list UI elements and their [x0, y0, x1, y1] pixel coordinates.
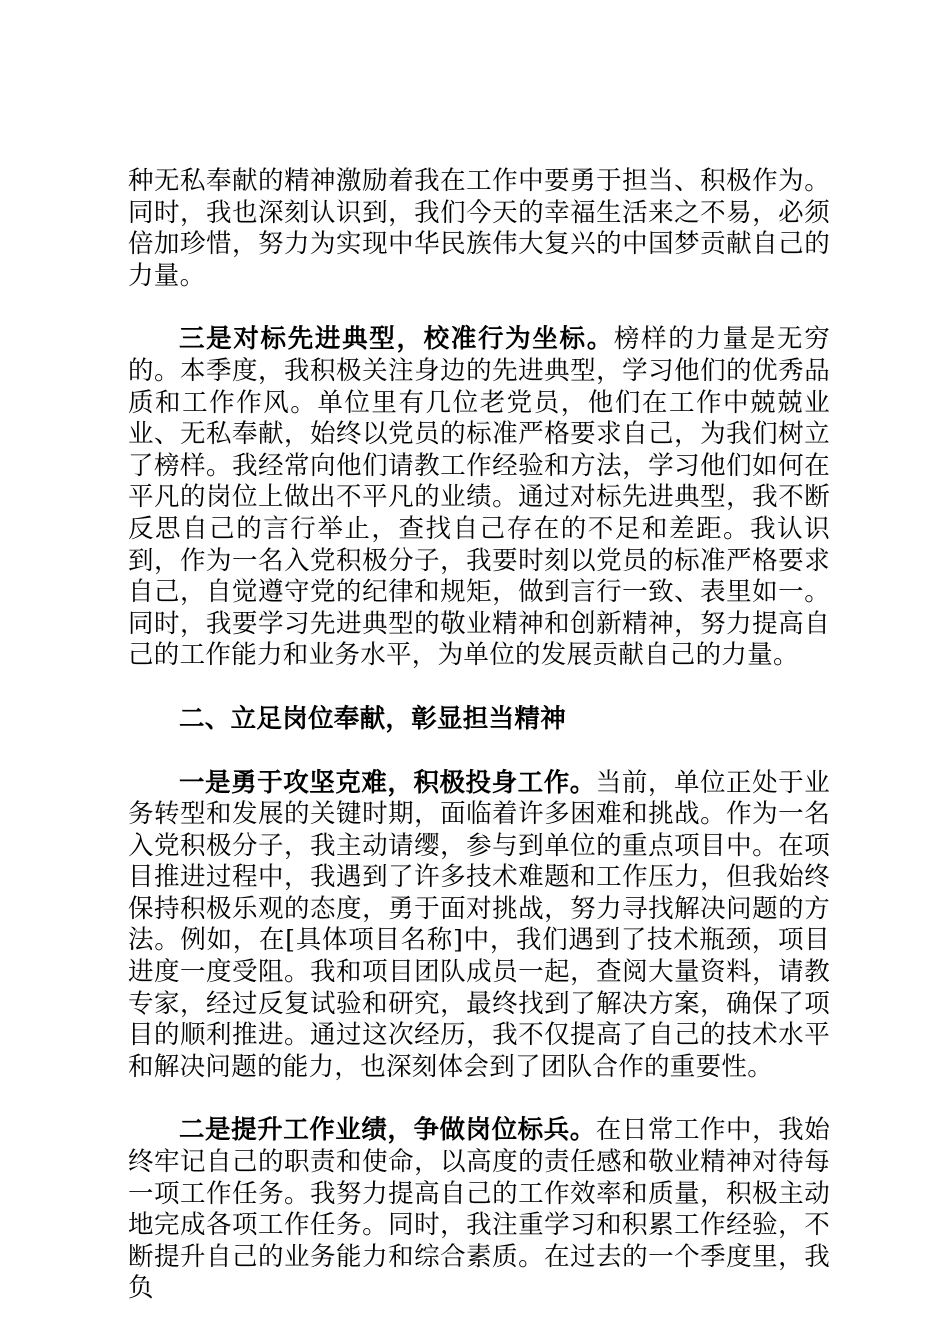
paragraph-lead: 三是对标先进典型，校准行为坐标。: [179, 324, 614, 355]
paragraph-text: 榜样的力量是无穷的。本季度，我积极关注身边的先进典型，学习他们的优秀品质和工作作风。单位里有几位老党员，他们在工作中兢兢业业、无私奉献，始终以党员的标准严格要求自己，为我们树立了榜样。我经常向他们请教工作经验和方法，学习他们如何在平凡的岗位上做出不平凡的业绩。通过对标先进典型，我不断反思自己的言行举止，查找自己存在的不足和差距。我认识到，作为一名入党积极分子，我要时刻以党员的标准严格要求自己，自觉遵守党的纪律和规矩，做到言行一致、表里如一。同时，我要学习先进典型的敬业精神和创新精神，努力提高自己的工作能力和业务水平，为单位的发展贡献自己的力量。: [128, 324, 830, 671]
paragraph-text: 种无私奉献的精神激励着我在工作中要勇于担当、积极作为。同时，我也深刻认识到，我们今天的幸福生活来之不易，必须倍加珍惜，努力为实现中华民族伟大复兴的中国梦贡献自己的力量。: [128, 166, 830, 291]
paragraph-lead: 一是勇于攻坚克难，积极投身工作。: [179, 767, 596, 798]
paragraph-text: 当前，单位正处于业务转型和发展的关键时期，面临着许多困难和挑战。作为一名入党积极分子，我主动请缨，参与到单位的重点项目中。在项目推进过程中，我遇到了许多技术难题和工作压力，但我始终保持积极乐观的态度，勇于面对挑战，努力寻找解决问题的方法。例如，在[具体项目名称]中，我们遇到了技术瓶颈，项目进度一度受阻。我和项目团队成员一起，查阅大量资料，请教专家，经过反复试验和研究，最终找到了解决方案，确保了项目的顺利推进。通过这次经历，我不仅提高了自己的技术水平和解决问题的能力，也深刻体会到了团队合作的重要性。: [128, 767, 830, 1082]
document-body: [128, 166, 830, 1305]
paragraph-improve-performance: [128, 1115, 830, 1305]
paragraph-benchmark-models: [128, 324, 830, 672]
paragraph-text: 在日常工作中，我始终牢记自己的职责和使命，以高度的责任感和敬业精神对待每一项工作任务。我努力提高自己的工作效率和质量，积极主动地完成各项工作任务。同时，我注重学习和积累工作经验，不断提升自己的业务能力和综合素质。在过去的一个季度里，我负: [128, 1115, 830, 1304]
paragraph-overcome-difficulties: [128, 768, 830, 1084]
paragraph-gap: [128, 1083, 830, 1115]
paragraph-gap: [128, 672, 830, 704]
section-heading-text: 二、立足岗位奉献，彰显担当精神: [179, 703, 567, 734]
paragraph-lead: 二是提升工作业绩，争做岗位标兵。: [179, 1115, 596, 1146]
paragraph-gap: [128, 292, 830, 324]
section-heading: [128, 704, 830, 736]
paragraph-continuation: [128, 166, 830, 292]
paragraph-gap: [128, 736, 830, 768]
